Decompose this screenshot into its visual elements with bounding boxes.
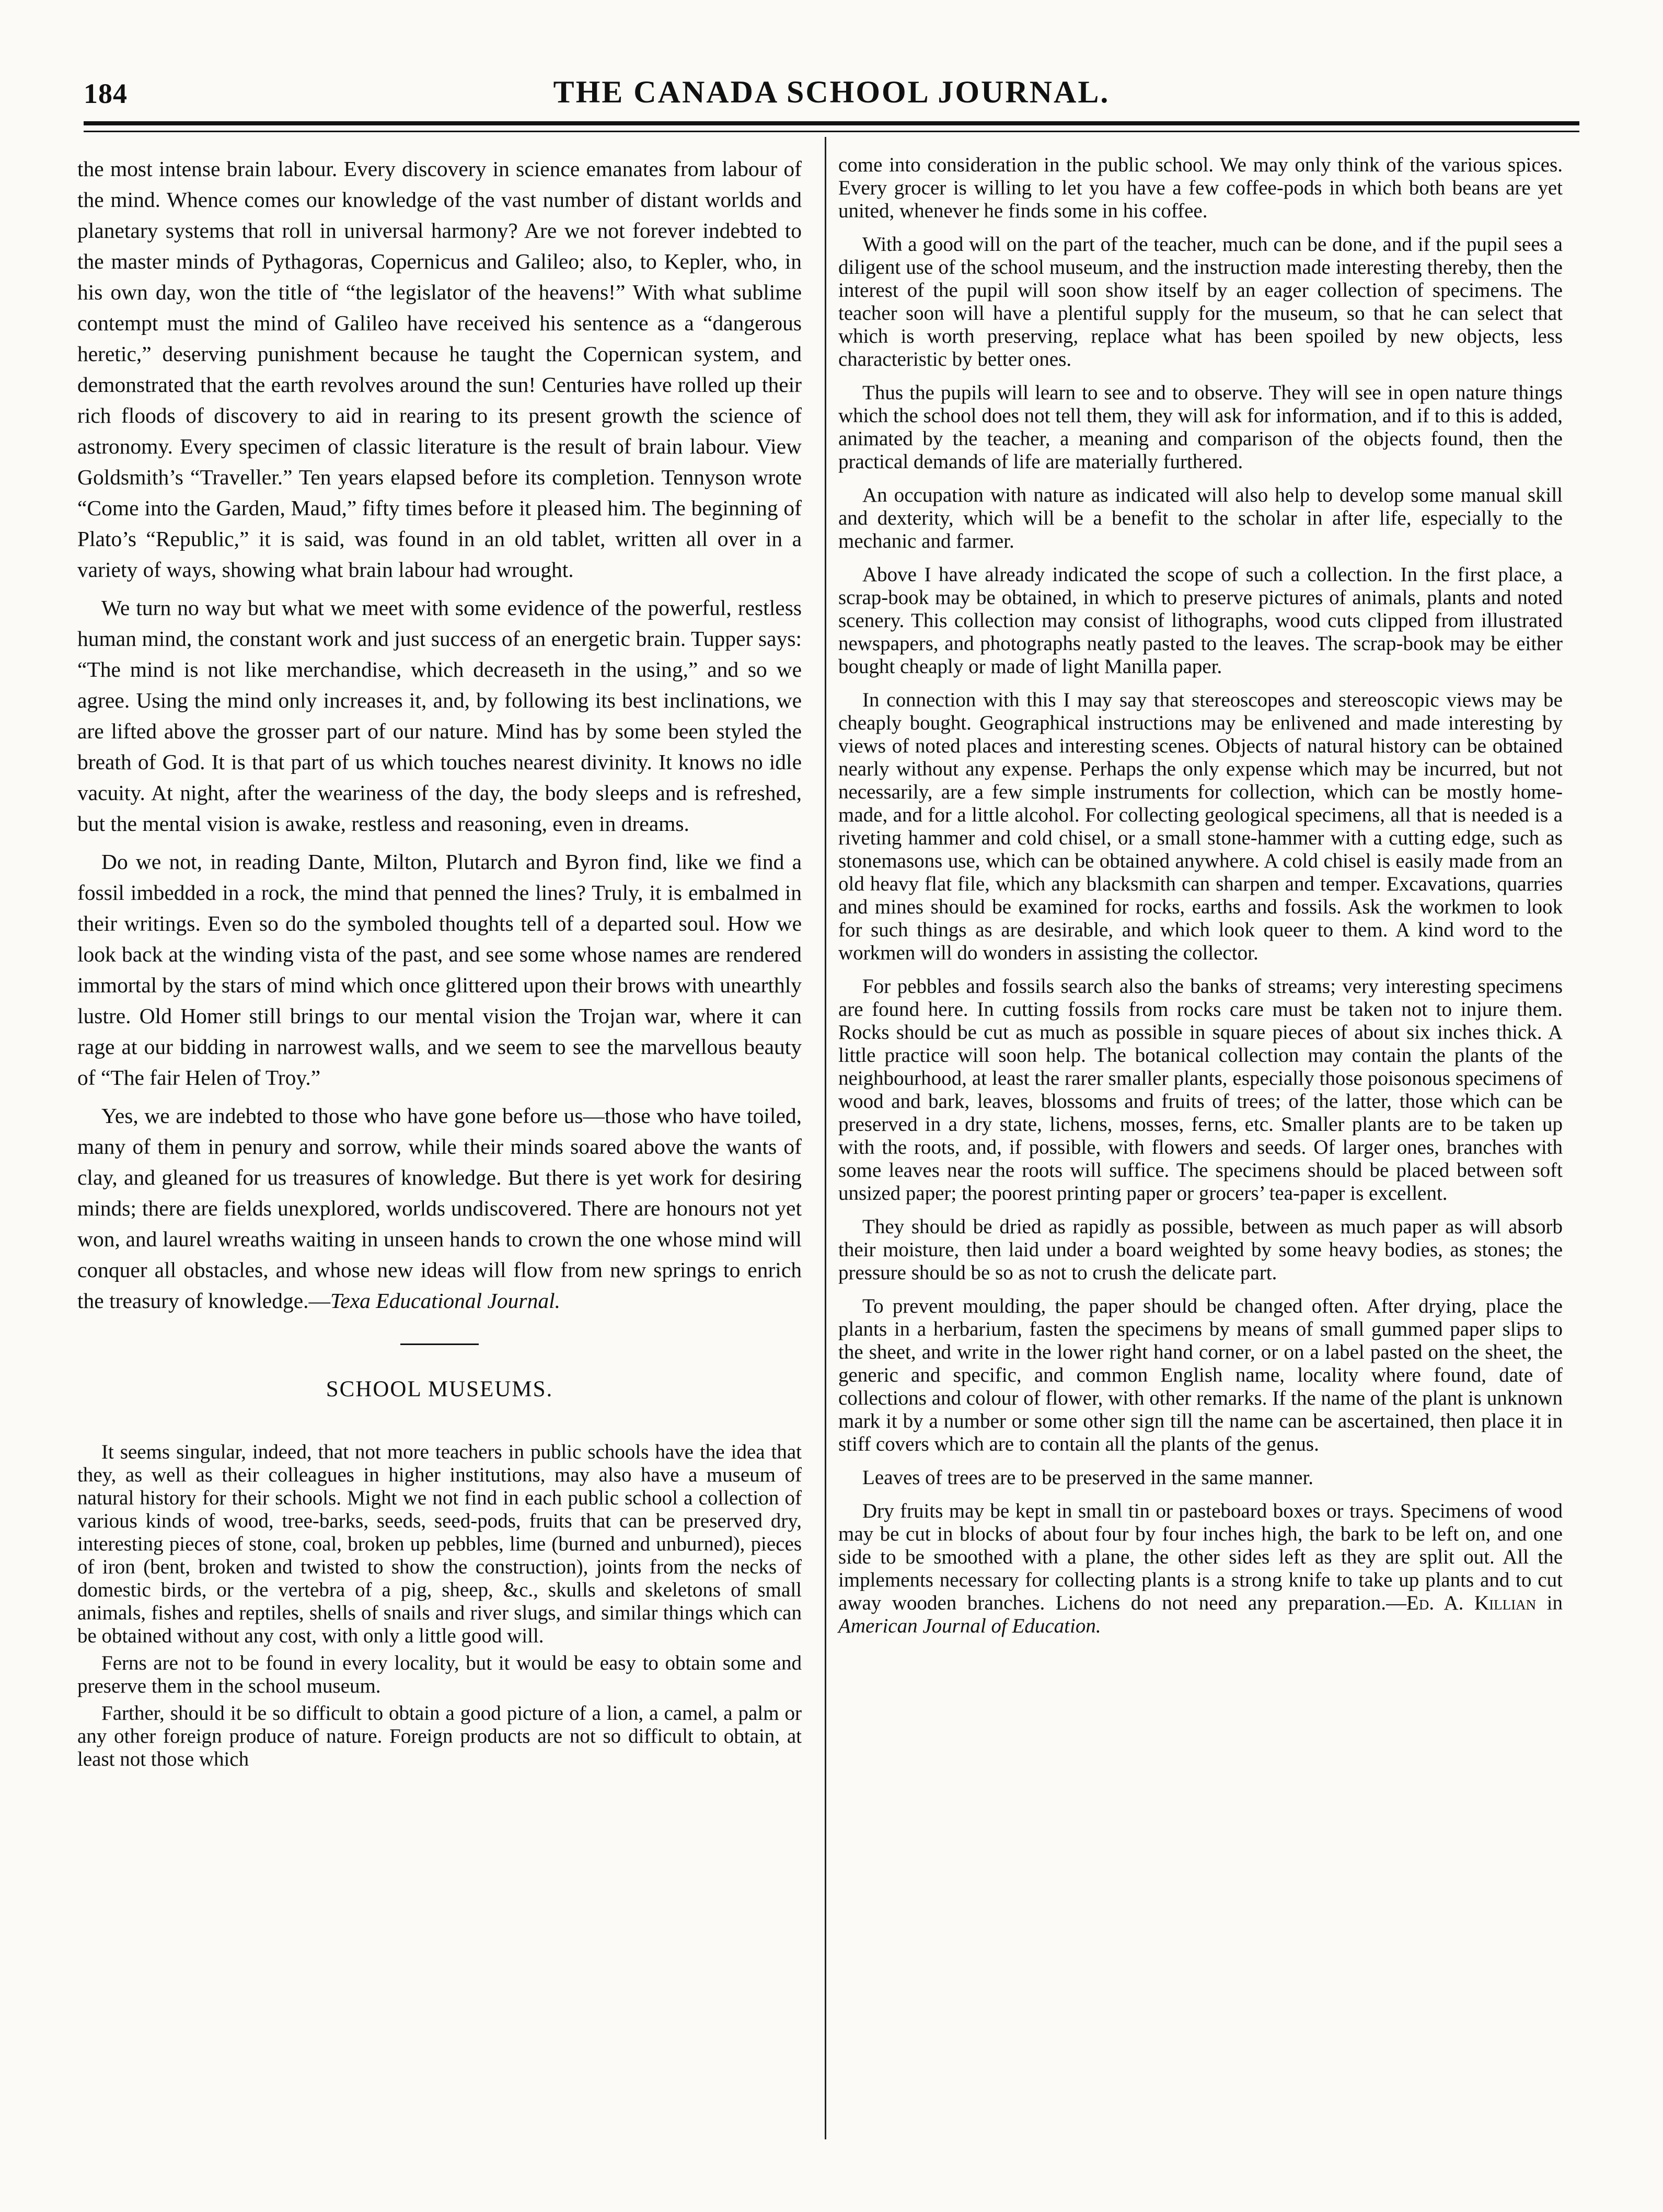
article-paragraph: come into consideration in the public school. We may only think of the various spices. Every grocer is willing to let you have a few coffee-pods in which both beans are yet united, whenever he finds some in his coffee. — [838, 154, 1563, 222]
article-paragraph: Leaves of trees are to be preserved in the same manner. — [862, 1466, 1314, 1489]
article-paragraph: Above I have already indicated the scope of such a collection. In the first place, a scrap-book may be obtained, in which to preserve pictures of animals, plants and noted scenery. This collection may consist of lithographs, wood cuts clipped from illustrated newspapers, and photographs neatly pasted to the leaves. The scrap-book may be either bought cheaply or made of light Manilla paper. — [838, 563, 1563, 678]
column-divider — [825, 137, 826, 2139]
author-connector: in — [1536, 1592, 1563, 1614]
header-rule-thin — [84, 131, 1579, 132]
article-author: Ed. A. Killian — [1406, 1592, 1537, 1614]
final-paragraph-text: Dry fruits may be kept in small tin or pasteboard boxes or trays. Specimens of wood may be cut in blocks of about four by four inches high, the bark to be left on, and one side to be smoothed with a plane, the other sides left as they are split out. All the implements necessary for collecting plants is a strong knife to take up plants and to cut away wooden branches. Lichens do not need any preparation.— — [838, 1500, 1563, 1614]
article-brain-labour — [77, 154, 802, 1316]
article-paragraph: Do we not, in reading Dante, Milton, Plutarch and Byron find, like we find a fossil imbedded in a rock, the mind that penned the lines? Truly, it is embalmed in their writings. Even so do the symboled thoughts tell of a departed soul. How we look back at the winding vista of the past, and see some whose names are rendered immortal by the stars of mind which once glittered upon their brows with unearthly lustre. Old Homer still brings to our mental vision the Trojan war, where it can rage at our bidding in narrowest walls, and we seem to see the marvellous beauty of “The fair Helen of Troy.” — [77, 850, 802, 1090]
article-paragraph: An occupation with nature as indicated will also help to develop some manual skill and dexterity, which will be a benefit to the scholar in after life, especially to the mechanic and farmer. — [838, 484, 1563, 552]
article-source: Texa Educational Journal. — [330, 1289, 560, 1313]
article-paragraph: Thus the pupils will learn to see and to observe. They will see in open nature things which the school does not tell them, they will ask for information, and if to this is added, animated by the teacher, a meaning and comparison of the objects found, then the practical demands of life are materially furthered. — [838, 381, 1563, 473]
article-paragraph: They should be dried as rapidly as possible, between as much paper as will absorb their moisture, then laid under a board weighted by some heavy bodies, as stones; the pressure should be so as not to crush the delicate part. — [838, 1215, 1563, 1284]
article-paragraph: Ferns are not to be found in every locality, but it would be easy to obtain some and preserve them in the school museum. — [77, 1652, 802, 1697]
left-column — [77, 154, 802, 1771]
article-paragraph: For pebbles and fossils search also the banks of streams; very interesting specimens are found here. In cutting fossils from rocks care must be taken not to injure them. Rocks should be cut as much as possible in square pieces of about six inches thick. A little practice will soon help. The botanical collection may contain the plants of the neighbourhood, at least the rarer smaller plants, especially those poisonous specimens of wood and bark, leaves, blossoms and fruits of trees; of the latter, those which can be preserved in a dry state, lichens, mosses, ferns, etc. Smaller plants are to be taken up with the roots, and, if possible, with flowers and seeds. Of larger ones, branches with some leaves near the roots will suffice. The specimens should be placed between soft unsized paper; the poorest printing paper or grocers’ tea-paper is excellent. — [838, 975, 1563, 1205]
article-paragraph: In connection with this I may say that stereoscopes and stereoscopic views may be cheaply bought. Geographical instructions may be enlivened and made interesting by views of noted places and interesting scenes. Objects of natural history can be obtained nearly without any expense. Perhaps the only expense which may be incurred, but not necessarily, are a few simple instruments for collection, which can be mostly home-made, and for a little alcohol. For collecting geological specimens, all that is needed is a riveting hammer and cold chisel, or a small stone-hammer with a cutting edge, such as stonemasons use, which can be obtained anywhere. A cold chisel is easily made from an old heavy flat file, which any blacksmith can sharpen and temper. Excavations, quarries and mines should be examined for rocks, earths and fossils. Ask the workmen to look for such things as are desirable, and which look queer to them. A kind word to the workmen will do wonders in assisting the collector. — [838, 689, 1563, 964]
article-paragraph: We turn no way but what we meet with some evidence of the powerful, restless human mind, the constant work and just success of an energetic brain. Tupper says: “The mind is not like merchandise, which decreaseth in the using,” and so we agree. Using the mind only increases it, and, by following its best inclinations, we are lifted above the grosser part of our nature. Mind has by some been styled the breath of God. It is that part of us which touches nearest divinity. It knows no idle vacuity. At night, after the weariness of the day, the body sleeps and is refreshed, but the mental vision is awake, restless and reasoning, even in dreams. — [77, 596, 802, 836]
article-closing-text: Yes, we are indebted to those who have gone before us—those who have toiled, many of them in penury and sorrow, while their minds soared above the wants of clay, and gleaned for us treasures of knowledge. But there is yet work for desiring minds; there are fields unexplored, worlds undiscovered. There are honours not yet won, and laurel wreaths waiting in unseen hands to crown the one whose mind will conquer all obstacles, and whose new ideas will flow from new springs to enrich the treasury of knowledge.— — [77, 1104, 802, 1313]
article-paragraph: With a good will on the part of the teacher, much can be done, and if the pupil sees a diligent use of the school museum, and the instruction made interesting thereby, then the interest of the pupil will soon show itself by an eager collection of specimens. The teacher soon will have a plentiful supply for the museum, so that he can select that which is worth preserving, replace what has been spoiled by new objects, less characteristic by better ones. — [838, 233, 1563, 370]
article-paragraph — [77, 1101, 802, 1316]
article-paragraph: To prevent moulding, the paper should be changed often. After drying, place the plants in a herbarium, fasten the specimens by means of small gummed paper slips to the sheet, and write in the lower right hand corner, or on a label pasted on the sheet, the generic and specific, and common English name, locality where found, date of collections and colour of flower, with other remarks. If the name of the plant is unknown mark it by a number or some other sign till the name can be ascertained, then place it in stiff covers which are to contain all the plants of the genus. — [838, 1295, 1563, 1455]
journal-title: THE CANADA SCHOOL JOURNAL. — [553, 75, 1110, 109]
article-school-museums — [77, 1441, 802, 1771]
article-paragraph: Farther, should it be so difficult to obtain a good picture of a lion, a camel, a palm or any other foreign produce of nature. Foreign products are not so difficult to obtain, at least not those which — [77, 1702, 802, 1770]
section-heading-school-museums: SCHOOL MUSEUMS. — [326, 1377, 553, 1402]
article-paragraph — [838, 1500, 1563, 1638]
right-column — [838, 154, 1563, 1638]
section-separator — [400, 1344, 479, 1345]
page-number: 184 — [84, 78, 128, 109]
header-rule-thick — [84, 121, 1579, 125]
article-paragraph: It seems singular, indeed, that not more teachers in public schools have the idea that they, as well as their colleagues in higher institutions, may also have a museum of natural history for their schools. Might we not find in each public school a collection of various kinds of wood, tree-barks, seeds, seed-pods, fruits that can be preserved dry, interesting pieces of stone, coal, broken up pebbles, lime (burned and unburned), pieces of iron (bent, broken and twisted to show the construction), joints from the necks of domestic birds, or the vertebra of a pig, sheep, &c., skulls and skeletons of small animals, fishes and reptiles, shells of snails and river slugs, and similar things which can be obtained without any cost, with only a little good will. — [77, 1441, 802, 1647]
article-paragraph: the most intense brain labour. Every discovery in science emanates from labour of the mind. Whence comes our knowledge of the vast number of distant worlds and planetary systems that roll in universal harmony? Are we not forever indebted to the master minds of Pythagoras, Copernicus and Galileo; also, to Kepler, who, in his own day, won the title of “the legislator of the heavens!” With what sublime contempt must the mind of Galileo have received his sentence as a “dangerous heretic,” deserving punishment because he taught the Copernican system, and demonstrated that the earth revolves around the sun! Centuries have rolled up their rich floods of discovery to aid in rearing to its present growth the science of astronomy. Every specimen of classic literature is the result of brain labour. View Goldsmith’s “Traveller.” Ten years elapsed before its completion. Tennyson wrote “Come into the Garden, Maud,” fifty times before it pleased him. The beginning of Plato’s “Republic,” it is said, was found in an old tablet, written all over in a variety of ways, showing what brain labour had wrought. — [77, 157, 802, 582]
article-source: American Journal of Education. — [838, 1615, 1101, 1637]
